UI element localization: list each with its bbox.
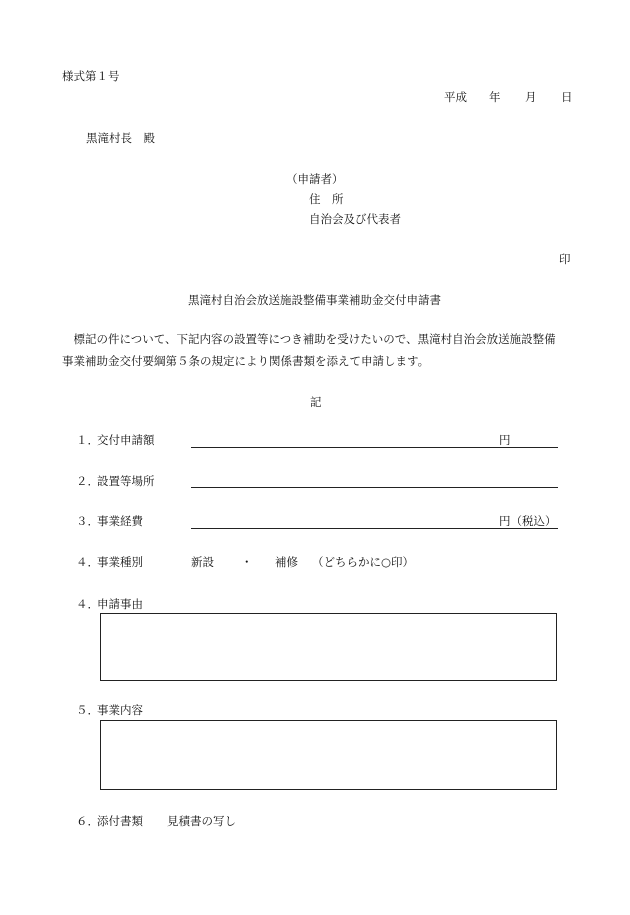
item-reason-label: 申請事由 [97,597,143,611]
amount-input-line[interactable] [191,447,558,448]
body-text-line-1: 標記の件について、下記内容の設置等につき補助を受けたいので、黒滝村自治会放送施設整備 [62,332,556,346]
type-option-repair[interactable]: 補修 [275,555,298,569]
type-note: （どちらかに○印） [312,555,415,569]
document-title: 黒滝村自治会放送施設整備事業補助金交付申請書 [188,293,441,307]
ki-heading: 記 [310,395,322,409]
date-year: 年 [489,90,501,104]
item-6-number: ６． [76,814,99,828]
item-2-number: ２． [76,474,99,488]
item-4-label: 事業種別 [97,555,143,569]
item-4-number: ４． [76,555,99,569]
type-separator: ・ [241,555,253,569]
item-1-unit: 円 [499,433,511,447]
date-era: 平成 [444,90,467,104]
addressee: 黒滝村長 殿 [86,131,155,145]
applicant-representative-label: 自治会及び代表者 [309,212,401,226]
body-text-line-2: 事業補助金交付要綱第５条の規定により関係書類を添えて申請します。 [62,354,430,368]
date-day: 日 [561,90,573,104]
item-5-label: 事業内容 [97,703,143,717]
item-3-number: ３． [76,514,99,528]
item-3-label: 事業経費 [97,514,143,528]
date-month: 月 [525,90,537,104]
item-1-label: 交付申請額 [97,433,155,447]
form-number: 様式第１号 [62,69,120,83]
applicant-address-label: 住 所 [309,192,344,206]
item-1-number: １． [76,433,99,447]
cost-input-line[interactable] [191,528,558,529]
content-text-box[interactable] [100,720,557,790]
type-option-new[interactable]: 新設 [191,555,214,569]
seal-mark: 印 [559,252,571,266]
applicant-heading: （申請者） [286,172,344,186]
item-2-label: 設置等場所 [97,474,155,488]
reason-text-box[interactable] [100,613,557,681]
location-input-line[interactable] [191,487,558,488]
attachment-value: 見積書の写し [167,814,236,828]
item-3-unit: 円（税込） [499,514,557,528]
item-reason-number: ４． [76,597,99,611]
item-6-label: 添付書類 [97,814,143,828]
item-5-number: ５． [76,703,99,717]
